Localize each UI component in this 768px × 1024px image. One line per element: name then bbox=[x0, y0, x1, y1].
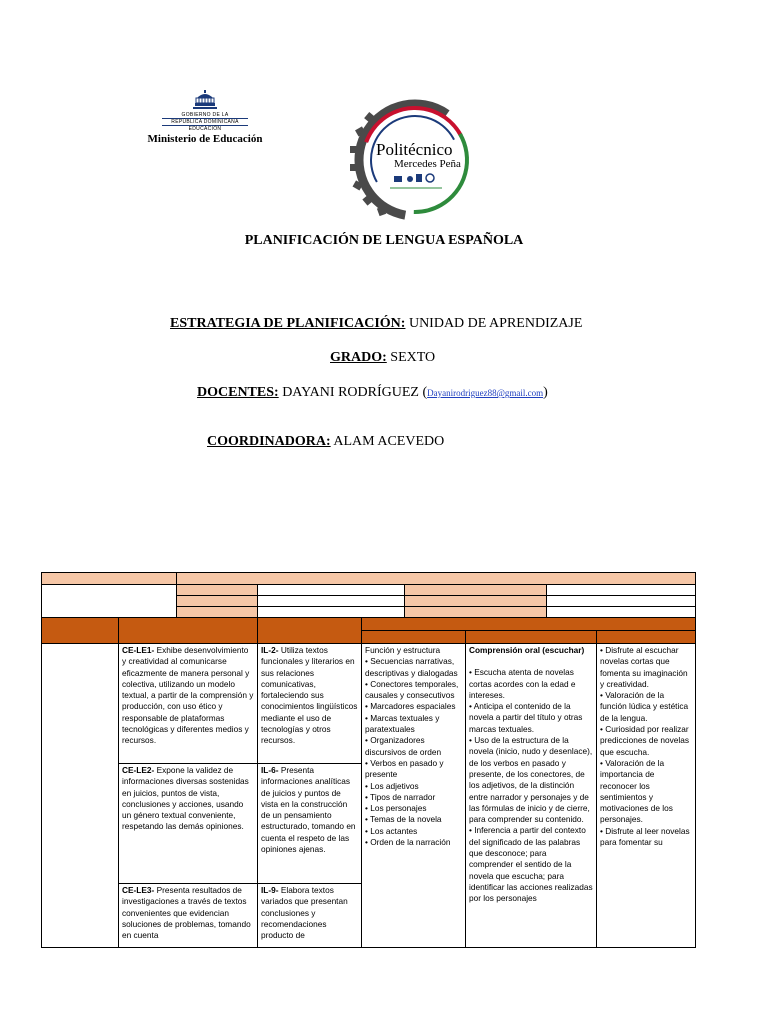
table-row bbox=[42, 618, 696, 631]
indicator-cell: IL-2- Utiliza textos funcionales y literarios en sus relaciones comunicativas, fortaleciendo sus conocimientos lingüísticos mediante el uso de tecnologías y otros recursos. bbox=[258, 644, 362, 764]
teacher-email-link[interactable]: Dayanirodriguez88@gmail.com bbox=[427, 388, 544, 398]
label-cell bbox=[177, 596, 258, 607]
value-cell bbox=[547, 585, 696, 596]
coordinator-line bbox=[207, 434, 444, 450]
attitudes-cell: • Disfrute al escuchar novelas cortas que fomenta su imaginación y creatividad. • Valoración de la función lúdica y estética de la lengua. • Curiosidad por realizar predicciones de novelas que escucha. • Valoración de la importancia de reconocer los sentimientos y motivaciones de los personajes. • Disfrute al leer novelas para fomentar su bbox=[597, 644, 696, 948]
school-logo bbox=[350, 98, 480, 223]
teachers-label: DOCENTES: bbox=[197, 385, 279, 400]
coordinator-value: ALAM ACEVEDO bbox=[330, 434, 445, 449]
ministry-small-text-2: REPÚBLICA DOMINICANA bbox=[162, 118, 248, 126]
grade-value: SEXTO bbox=[386, 350, 436, 365]
ministry-logo bbox=[140, 90, 270, 150]
value-cell bbox=[547, 607, 696, 618]
value-cell bbox=[547, 596, 696, 607]
header-cell bbox=[177, 573, 696, 585]
label-cell bbox=[177, 585, 258, 596]
column-header bbox=[42, 618, 119, 644]
label-cell bbox=[405, 607, 547, 618]
ministry-name: Ministerio de Educación bbox=[147, 133, 263, 145]
strategy-value: UNIDAD DE APRENDIZAJE bbox=[405, 316, 583, 331]
competency-cell: CE-LE2- Expone la validez de informaciones diversas sostenidas en juicios, puntos de vista, conclusiones y acciones, usando un género textual conveniente, respetando las demás opiniones. bbox=[119, 764, 258, 884]
value-cell bbox=[258, 585, 405, 596]
grade-line bbox=[330, 350, 435, 366]
procedures-cell: Comprensión oral (escuchar) • Escucha atenta de novelas cortas acordes con la edad e intereses. • Anticipa el contenido de la novela a partir del título y otras marcas textuales. • Uso de la estructura de la novela (inicio, nudo y desenlace), de los verbos en pasado y presente, de los conectores, de los adjetivos, de la distinción entre narrador y personajes y de las fórmulas de inicio y de cierre, para comprender su contenido. • Inferencia a partir del contexto del significado de las palabras que desconoce; para comprender el sentido de la novela que escucha; para identificar las acciones realizadas por los personajes bbox=[466, 644, 597, 948]
header-cell bbox=[42, 573, 177, 585]
table-row bbox=[42, 585, 696, 596]
column-header bbox=[362, 618, 696, 631]
column-header bbox=[258, 618, 362, 644]
coordinator-label: COORDINADORA: bbox=[207, 434, 331, 449]
government-crest-icon bbox=[192, 90, 218, 112]
teachers-close: ) bbox=[543, 385, 548, 400]
label-cell bbox=[405, 596, 547, 607]
grade-label: GRADO: bbox=[330, 350, 387, 365]
label-cell bbox=[405, 585, 547, 596]
page-title: PLANIFICACIÓN DE LENGUA ESPAÑOLA bbox=[244, 233, 524, 248]
school-logo-line2: Mercedes Peña bbox=[394, 158, 461, 170]
empty-cell bbox=[42, 644, 119, 948]
info-cell bbox=[42, 585, 177, 618]
table-row bbox=[42, 644, 696, 764]
teachers-value: DAYANI RODRÍGUEZ ( bbox=[278, 385, 428, 400]
school-logo-line1: Politécnico bbox=[376, 140, 453, 159]
ministry-small-text-1: GOBIERNO DE LA bbox=[181, 112, 229, 118]
column-header bbox=[466, 631, 597, 644]
column-header bbox=[597, 631, 696, 644]
planning-table bbox=[41, 572, 696, 948]
label-cell bbox=[177, 607, 258, 618]
teachers-line bbox=[197, 385, 548, 401]
competency-cell: CE-LE3- Presenta resultados de investigaciones a través de textos convenientes que evidencian soluciones de problemas, tomando en cuenta bbox=[119, 884, 258, 948]
value-cell bbox=[258, 607, 405, 618]
strategy-line bbox=[170, 316, 582, 332]
indicator-cell: IL-9- Elabora textos variados que presentan conclusiones y recomendaciones producto de bbox=[258, 884, 362, 948]
ministry-small-text-3: EDUCACIÓN bbox=[188, 126, 222, 132]
competency-cell: CE-LE1- Exhibe desenvolvimiento y creatividad al comunicarse eficazmente de manera personal y colectiva, utilizando un modelo textual, a partir de la comprensión y producción, con uso ético y responsable de plataformas tecnológicas y diferentes medios y recursos. bbox=[119, 644, 258, 764]
strategy-label: ESTRATEGIA DE PLANIFICACIÓN: bbox=[170, 316, 406, 331]
value-cell bbox=[258, 596, 405, 607]
column-header bbox=[119, 618, 258, 644]
concepts-cell: Función y estructura • Secuencias narrativas, descriptivas y dialogadas • Conectores temporales, causales y consecutivos • Marcadores espaciales • Marcas textuales y paratextuales • Organizadores discursivos de orden • Verbos en pasado y presente • Los adjetivos • Tipos de narrador • Los personajes • Temas de la novela • Los actantes • Orden de la narración bbox=[362, 644, 466, 948]
indicator-cell: IL-6- Presenta informaciones analíticas de juicios y puntos de vista en la construcción de un pensamiento estructurado, tomando en cuenta el respeto de las opiniones ajenas. bbox=[258, 764, 362, 884]
column-header bbox=[362, 631, 466, 644]
table-row bbox=[42, 573, 696, 585]
